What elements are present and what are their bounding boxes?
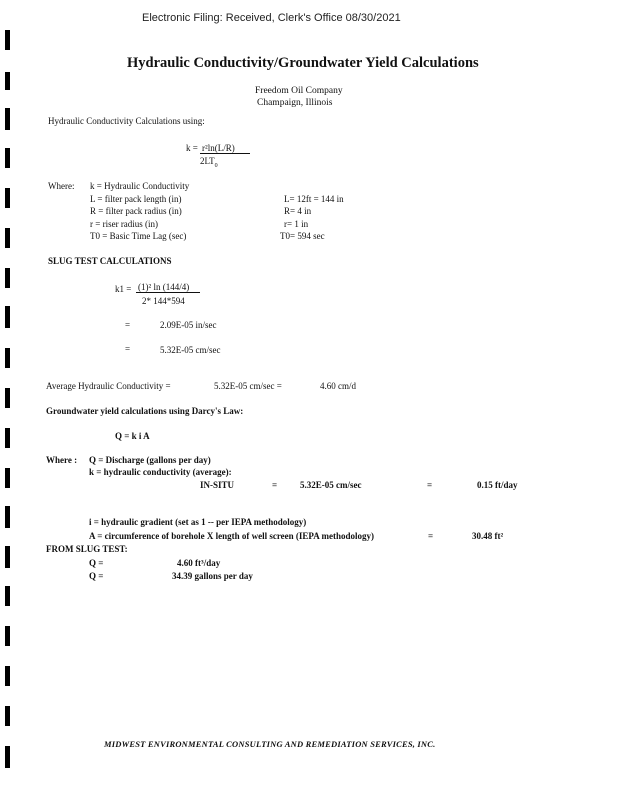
scan-edge-mark	[5, 626, 10, 646]
average-value-cm-day: 4.60 cm/d	[320, 381, 356, 391]
yield-heading: Groundwater yield calculations using Darcy's Law:	[46, 406, 244, 416]
scan-edge-mark	[5, 706, 10, 726]
scan-edge-mark	[5, 428, 10, 448]
definition-T0: T0 = Basic Time Lag (sec)	[90, 231, 187, 241]
scan-edge-mark	[5, 506, 10, 528]
scan-edge-mark	[5, 148, 10, 168]
insitu-value: 5.32E-05 cm/sec	[300, 480, 362, 490]
slug-formula-lhs: k1 =	[115, 284, 132, 294]
q-value-ft3: 4.60 ft³/day	[177, 558, 221, 568]
scan-edge-mark	[5, 30, 10, 50]
scan-edge-mark	[5, 306, 10, 328]
scan-edge-mark	[5, 666, 10, 686]
definition-R: R = filter pack radius (in)	[90, 206, 182, 216]
definition-k: k = Hydraulic Conductivity	[90, 181, 190, 191]
insitu-equals: =	[427, 480, 433, 490]
value-R: R= 4 in	[284, 206, 312, 216]
slug-formula-numerator: (1)² ln (144/4)	[136, 282, 200, 293]
insitu-result: 0.15 ft/day	[477, 480, 518, 490]
filing-stamp: Electronic Filing: Received, Clerk's Office 08/30/2021	[142, 12, 401, 24]
area-equals: =	[428, 531, 434, 541]
scan-edge-mark	[5, 108, 10, 130]
page-title: Hydraulic Conductivity/Groundwater Yield Calculations	[127, 55, 479, 71]
scan-edge-mark	[5, 72, 10, 90]
definition-r: r = riser radius (in)	[90, 219, 159, 229]
gradient-definition: i = hydraulic gradient (set as 1 -- per IEPA methodology)	[89, 517, 307, 527]
scan-edge-mark	[5, 348, 10, 368]
q-label-gpd: Q =	[89, 571, 104, 581]
slug-result-equals: =	[125, 320, 131, 330]
formula-denominator	[200, 156, 218, 169]
insitu-label: IN-SITU	[200, 480, 235, 490]
area-value: 30.48 ft²	[472, 531, 504, 541]
value-r: r= 1 in	[284, 219, 309, 229]
scan-edge-mark	[5, 268, 10, 288]
slug-test-heading: SLUG TEST CALCULATIONS	[48, 256, 172, 266]
insitu-equals: =	[272, 480, 278, 490]
company-name: Freedom Oil Company	[255, 86, 343, 96]
formula-denominator-subscript: 0	[214, 162, 218, 169]
value-L: L= 12ft = 144 in	[284, 194, 344, 204]
formula-denominator-base: 2LT	[200, 156, 215, 166]
scan-edge-mark	[5, 546, 10, 568]
average-value-cm-sec: 5.32E-05 cm/sec =	[214, 381, 282, 391]
where-label: Where:	[48, 181, 75, 191]
slug-result-cm-sec: 5.32E-05 cm/sec	[160, 345, 221, 355]
formula-numerator: r²ln(L/R)	[200, 143, 250, 154]
slug-result-equals: =	[125, 344, 131, 354]
darcy-equation: Q = k i A	[115, 431, 150, 441]
conductivity-definition: k = hydraulic conductivity (average):	[89, 467, 232, 477]
formula-lhs: k =	[186, 143, 198, 153]
where-label-2: Where :	[46, 455, 78, 465]
scan-edge-mark	[5, 746, 10, 768]
company-location: Champaign, Illinois	[257, 98, 333, 108]
intro-text: Hydraulic Conductivity Calculations using:	[48, 116, 205, 126]
q-label-ft3: Q =	[89, 558, 104, 568]
average-label: Average Hydraulic Conductivity =	[46, 381, 171, 391]
discharge-definition: Q = Discharge (gallons per day)	[89, 455, 211, 465]
q-value-gpd: 34.39 gallons per day	[172, 571, 253, 581]
scan-edge-mark	[5, 468, 10, 488]
slug-result-in-sec: 2.09E-05 in/sec	[160, 320, 217, 330]
value-T0: T0= 594 sec	[280, 231, 325, 241]
company-footer: MIDWEST ENVIRONMENTAL CONSULTING AND REMEDIATION SERVICES, INC.	[104, 739, 436, 749]
scan-edge-mark	[5, 388, 10, 408]
scan-edge-mark	[5, 188, 10, 208]
scan-edge-mark	[5, 228, 10, 248]
area-definition: A = circumference of borehole X length of well screen (IEPA methodology)	[89, 531, 374, 541]
scan-edge-mark	[5, 586, 10, 606]
slug-formula-denominator: 2* 144*594	[142, 296, 185, 306]
from-slug-label: FROM SLUG TEST:	[46, 544, 128, 554]
definition-L: L = filter pack length (in)	[90, 194, 182, 204]
